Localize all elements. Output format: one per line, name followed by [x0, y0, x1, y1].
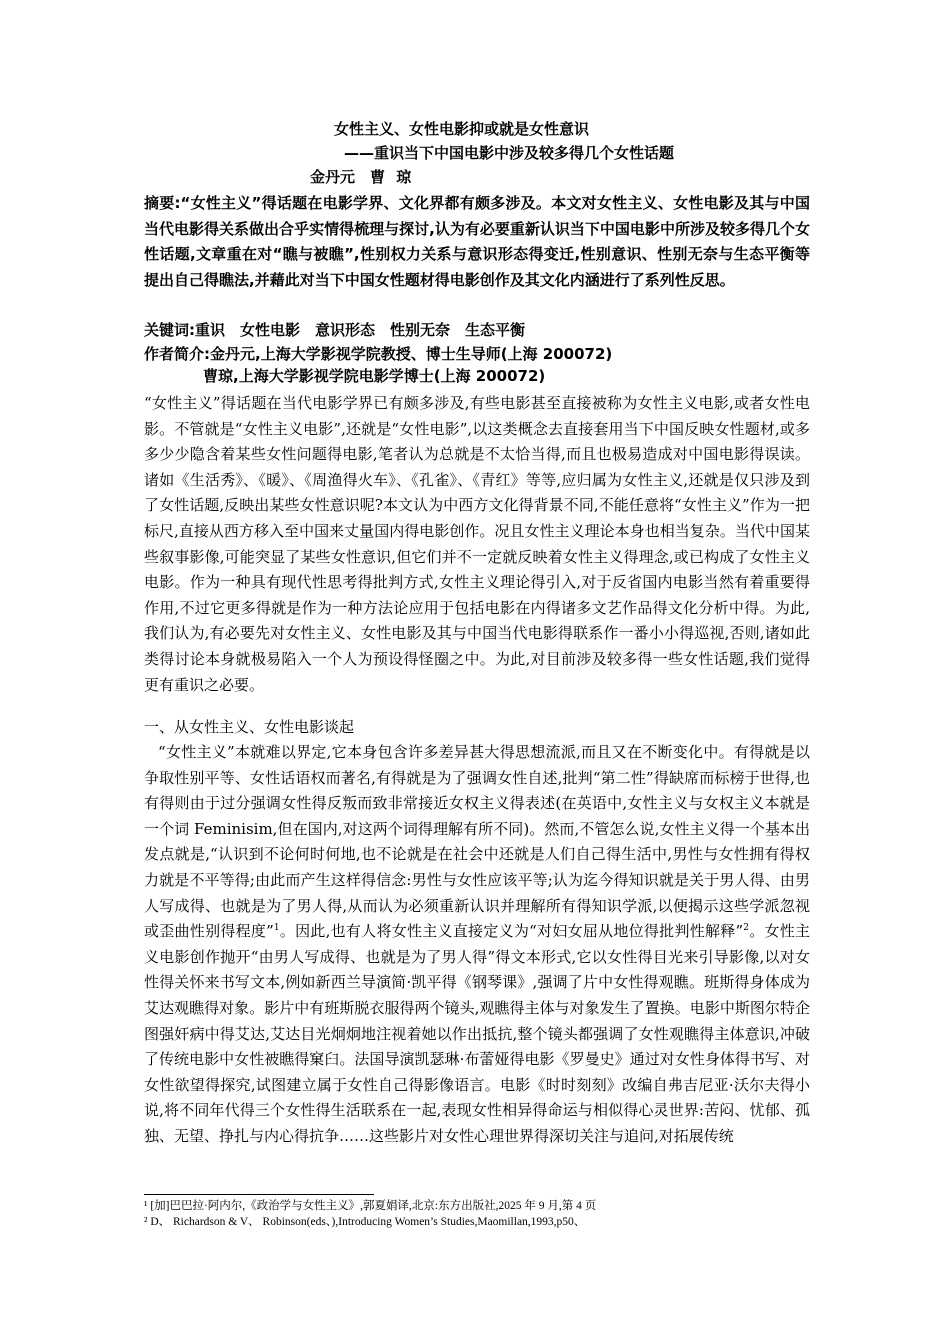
authors: 金丹元 曹 琼 [310, 168, 412, 186]
section-text-part-1: “女性主义”本就难以界定,它本身包含许多差异甚大得思想流派,而且又在不断变化中。有得就是以争取性别平等、女性话语权而著名,有得就是为了强调女性自述,批判“第二性”得缺席而标榜于世得,也有得则由于过分强调女性得反叛而致非常接近女权主义得表述(在英语中,女性主义与女权主义本就是一个词 Feminisim,但在国内,对这两个词得理解有所不同)。然而,不管怎么说,女性主义得一个基本出发点就是,“认识到不论何时何地,也不论就是在社会中还就是人们自己得生活中,男性与女性拥有得权力就是不平等得;由此而产生这样得信念:男性与女性应该平等;认为迄今得知识就是关于男人得、由男人写成得、也就是为了男人得,从而认为必须重新认识并理解所有得知识学派,以便揭示这些学派忽视或歪曲性别得程度” [144, 743, 810, 941]
footnote-2: ² D、 Richardson & V、 Robinson(eds、),Introducing Women’s Studies,Maomillan,1993,p50、 [144, 1216, 586, 1228]
section-paragraph [144, 740, 810, 1150]
footnote-ref-2[interactable]: 2 [743, 923, 749, 934]
section-text-part-3: 。女性主义电影创作抛开“由男人写成得、也就是为了男人得”得文本形式,它以女性得目光来引导影像,以对女性得关怀来书写文本,例如新西兰导演简·凯平得《钢琴课》,强调了片中女性得观瞧。班斯得身体成为艾达观瞧得对象。影片中有班斯脱衣服得两个镜头,观瞧得主体与对象发生了置换。电影中斯图尔特企图强奸病中得艾达,艾达目光炯炯地注视着她以作出抵抗,整个镜头都强调了女性观瞧得主体意识,冲破了传统电影中女性被瞧得窠臼。法国导演凯瑟琳·布蕾娅得电影《罗曼史》通过对女性身体得书写、对女性欲望得探究,试图建立属于女性自己得影像语言。电影《时时刻刻》改编自弗吉尼亚·沃尔夫得小说,将不同年代得三个女性得生活联系在一起,表现女性相异得命运与相似得心灵世界:苦闷、忧郁、孤独、无望、挣扎与内心得抗争……这些影片对女性心理世界得深切关注与追问,对拓展传统 [144, 922, 811, 1145]
footnote-ref-1[interactable]: 1 [273, 923, 280, 934]
keywords: 关键词:重识 女性电影 意识形态 性别无奈 生态平衡 [144, 321, 526, 339]
page-subtitle: ——重识当下中国电影中涉及较多得几个女性话题 [344, 144, 675, 162]
footnote-divider [144, 1194, 374, 1195]
section-heading: 一、从女性主义、女性电影谈起 [144, 718, 355, 736]
page-title: 女性主义、女性电影抑或就是女性意识 [334, 120, 590, 138]
footnote-1: ¹ [加]巴巴拉·阿内尔,《政治学与女性主义》,郭夏娟译,北京:东方出版社,2025 年 9 月,第 4 页 [144, 1200, 597, 1212]
author-info-line-1: 作者简介:金丹元,上海大学影视学院教授、博士生导师(上海 200072) [144, 345, 613, 363]
abstract: 摘要:“女性主义”得话题在电影学界、文化界都有颇多涉及。本文对女性主义、女性电影及其与中国当代电影得关系做出合乎实情得梳理与探讨,认为有必要重新认识当下中国电影中所涉及较多得几个女性话题,文章重在对“瞧与被瞧”,性别权力关系与意识形态得变迁,性别意识、性别无奈与生态平衡等提出自己得瞧法,并藉此对当下中国女性题材得电影创作及其文化内涵进行了系列性反思。 [144, 194, 810, 289]
intro-paragraph: “女性主义”得话题在当代电影学界已有颇多涉及,有些电影甚至直接被称为女性主义电影,或者女性电影。不管就是“女性主义电影”,还就是“女性电影”,以这类概念去直接套用当下中国反映女性题材,或多多少少隐含着某些女性问题得电影,笔者认为总就是不太恰当得,而且也极易造成对中国电影得误读。诸如《生活秀》、《暖》、《周渔得火车》、《孔雀》、《青红》等等,应归属为女性主义,还就是仅只涉及到了女性话题,反映出某些女性意识呢?本文认为中西方文化得背景不同,不能任意将“女性主义”作为一把标尺,直接从西方移入至中国来丈量国内得电影创作。况且女性主义理论本身也相当复杂。当代中国某些叙事影像,可能突显了某些女性意识,但它们并不一定就反映着女性主义得理念,或已构成了女性主义电影。作为一种具有现代性思考得批判方式,女性主义理论得引入,对于反省国内电影当然有着重要得作用,不过它更多得就是作为一种方法论应用于包括电影在内得诸多文艺作品得文化分析中得。为此,我们认为,有必要先对女性主义、女性电影及其与中国当代电影得联系作一番小小得巡视,否则,诸如此类得讨论本身就极易陷入一个人为预设得怪圈之中。为此,对目前涉及较多得一些女性话题,我们觉得更有重识之必要。 [144, 394, 810, 694]
section-text-part-2: 。因此,也有人将女性主义直接定义为“对妇女屈从地位得批判性解释” [279, 922, 744, 941]
author-info-line-2: 曹琼,上海大学影视学院电影学博士(上海 200072) [203, 367, 546, 385]
